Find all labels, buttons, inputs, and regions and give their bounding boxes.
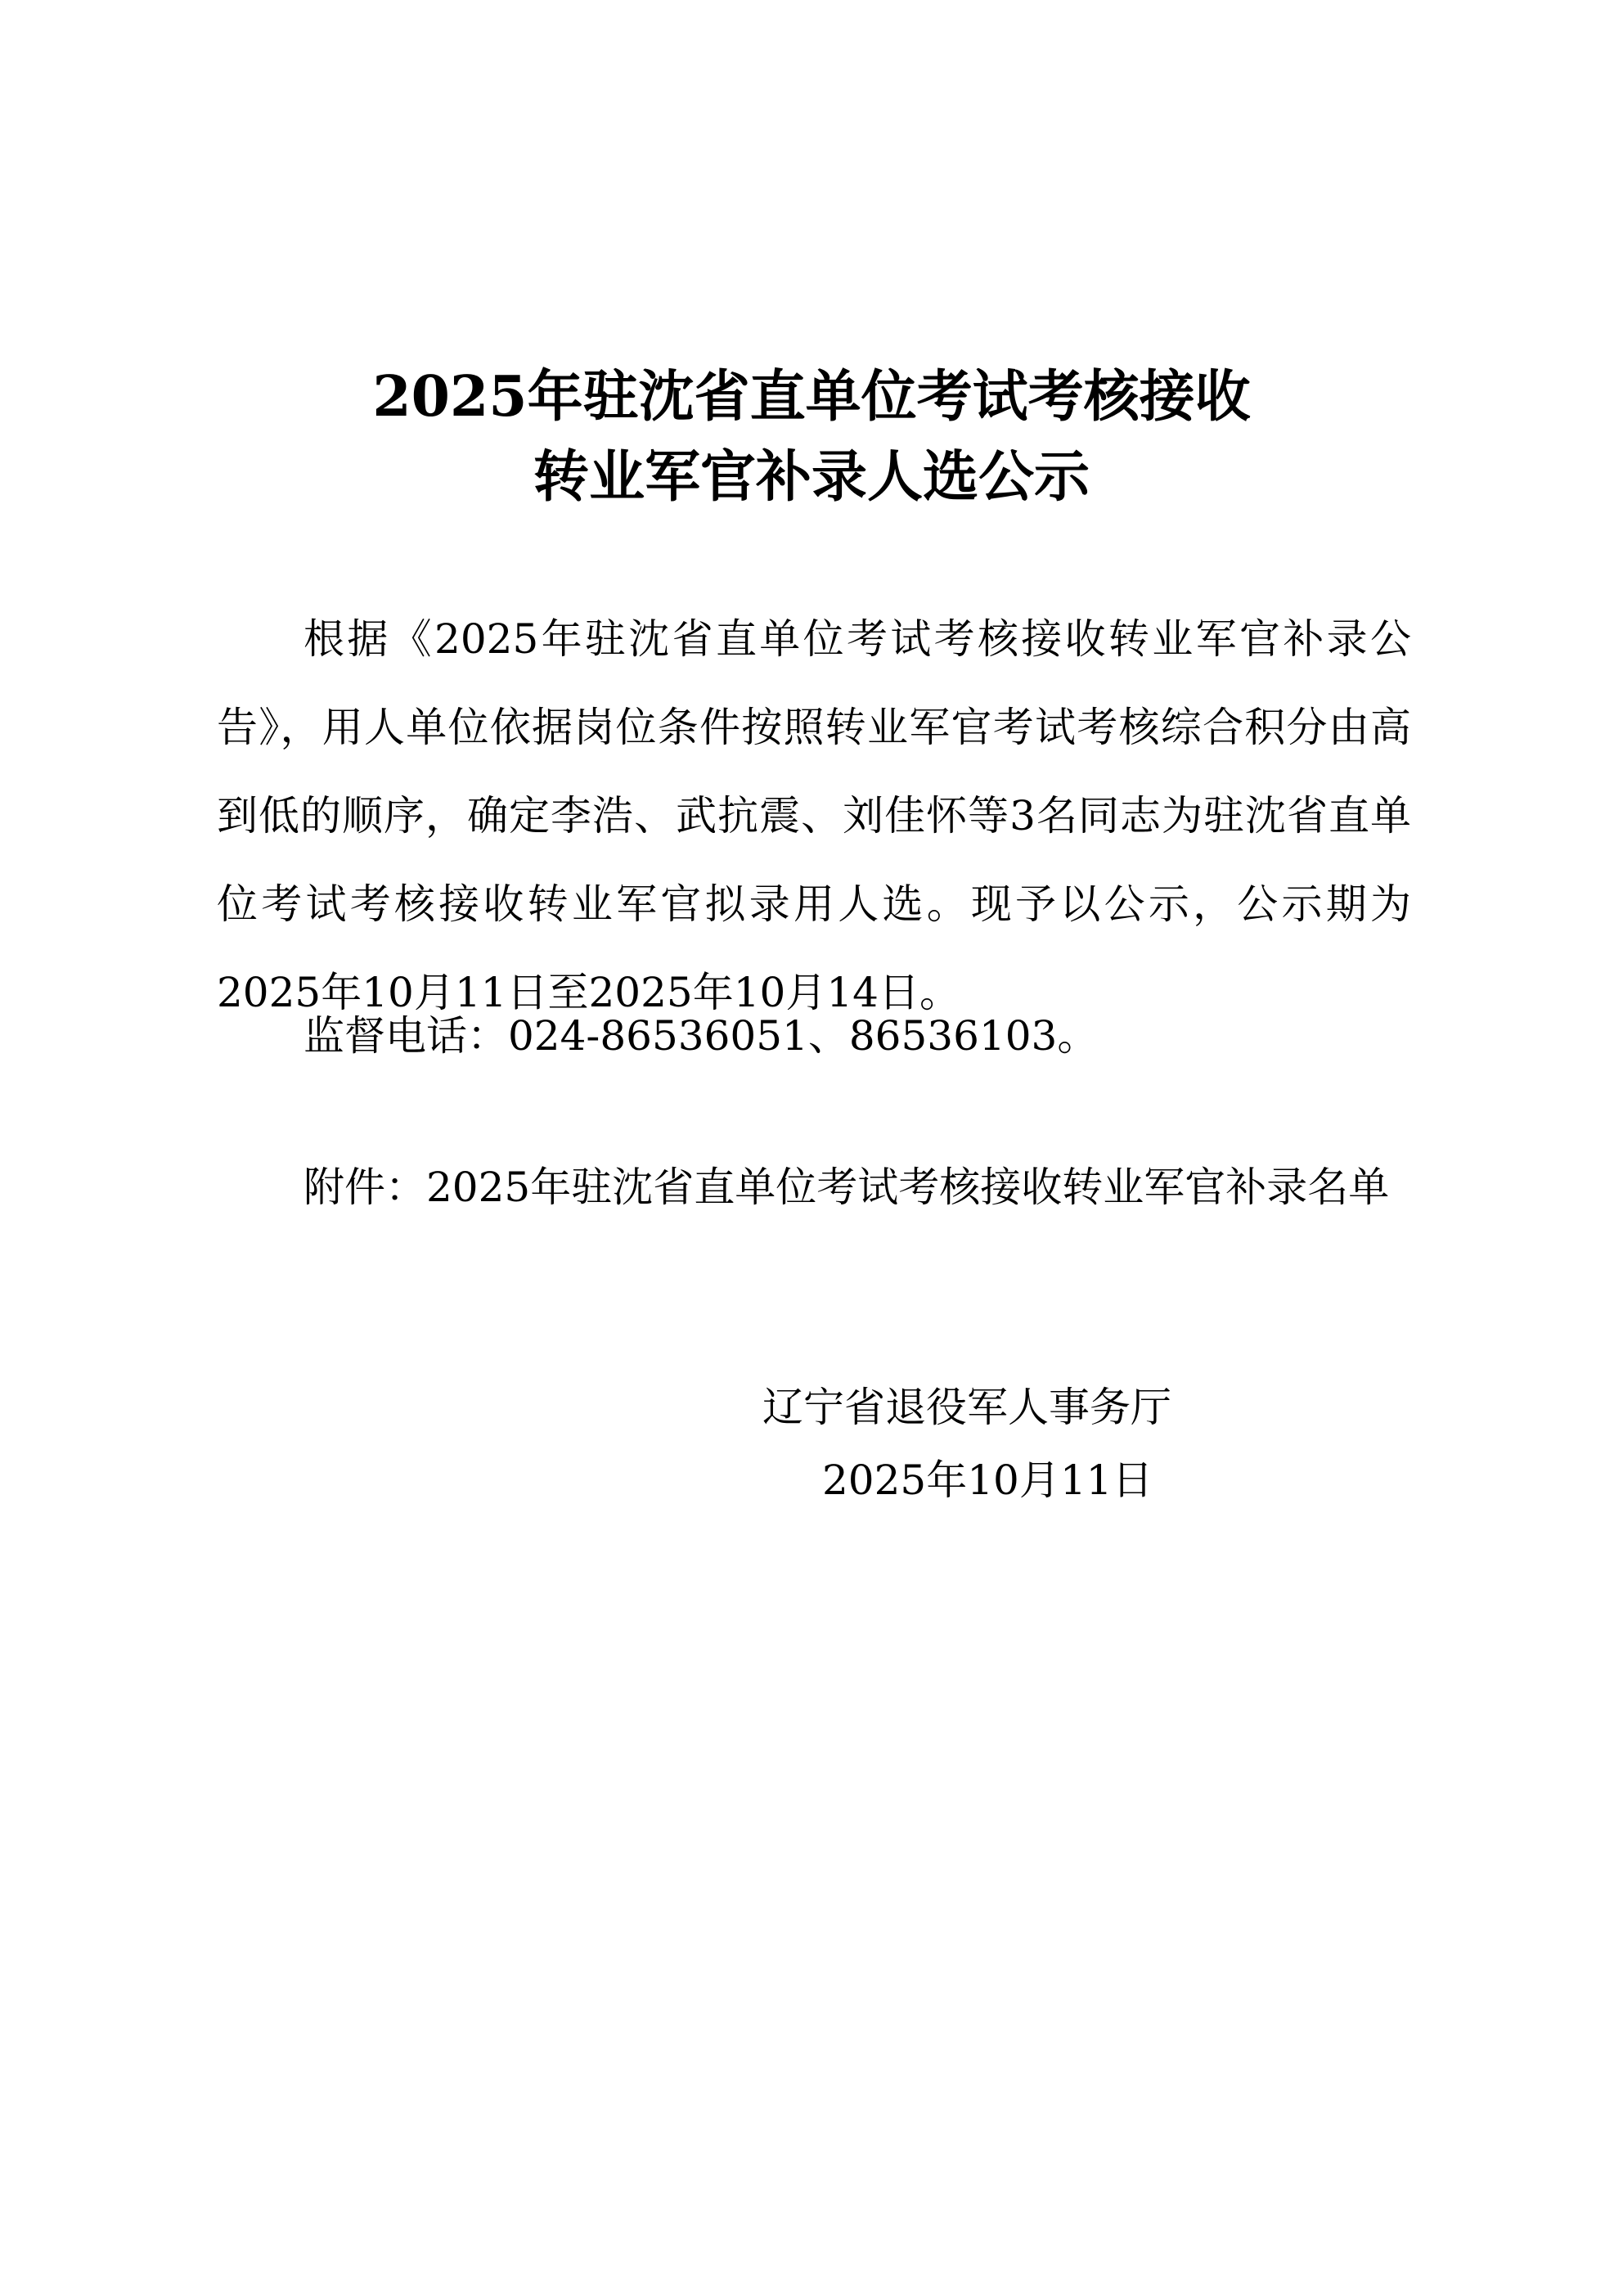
supervision-phone-paragraph: 监督电话：024-86536051、86536103。 xyxy=(303,1012,1099,1060)
document-title-line-2: 转业军官补录人选公示 xyxy=(533,444,1090,510)
signature-date: 2025年10月11日 xyxy=(822,1456,1153,1504)
document-title-line-1: 2025年驻沈省直单位考试考核接收 xyxy=(372,364,1251,430)
attachment-line: 附件：2025年驻沈省直单位考试考核接收转业军官补录名单 xyxy=(303,1164,1390,1211)
signature-organization: 辽宁省退役军人事务厅 xyxy=(762,1384,1171,1431)
main-paragraph: 根据《2025年驻沈省直单位考试考核接收转业军官补录公告》，用人单位依据岗位条件按照转业军官考试考核综合积分由高到低的顺序，确定李浩、武抗震、刘佳怀等3名同志为驻沈省直单位考试考核接收转业军官拟录用人选。现予以公示，公示期为2025年10月11日至2025年10月14日。 xyxy=(217,615,1411,1016)
